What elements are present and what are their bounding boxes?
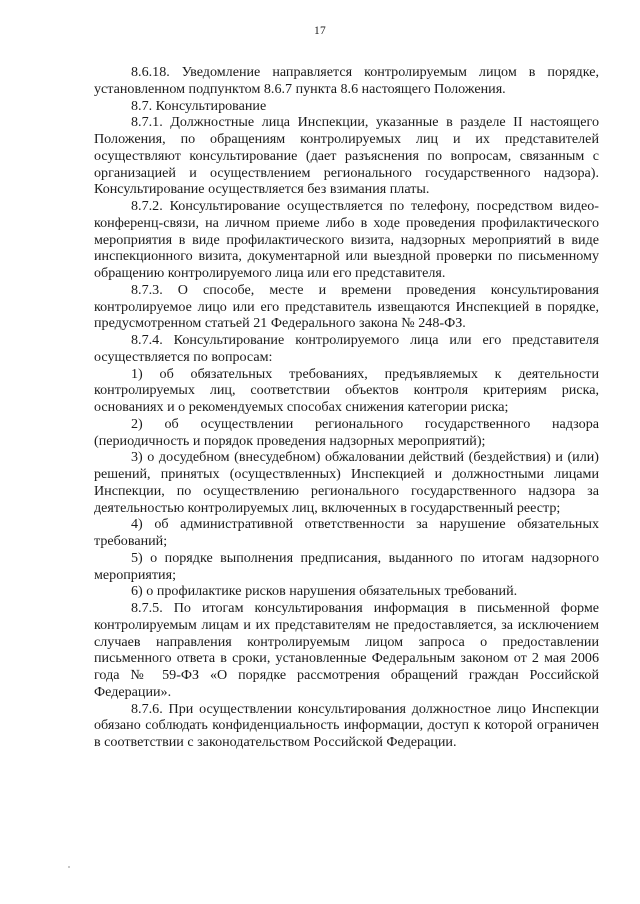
section-heading-8-7: 8.7. Консультирование — [131, 97, 267, 114]
scan-artifact — [68, 866, 70, 868]
page-number: 17 — [313, 25, 327, 37]
paragraph-8-7-1: 8.7.1. Должностные лица Инспекции, указанные в разделе II настоящего Положения, по обращениям контролируемых лиц и их представителей осуществляют консультирование (дает разъяснения по вопросам, связанным с организацией и осуществлением регионального государственного надзора). Консультирование осуществляется без взимания платы. — [94, 114, 599, 198]
paragraph-8-7-6: 8.7.6. При осуществлении консультирования должностное лицо Инспекции обязано соблюдать конфиденциальность информации, доступ к которой ограничен в соответствии с законодательством Российской Федерации. — [94, 700, 599, 750]
list-item-3: 3) о досудебном (внесудебном) обжаловании действий (бездействия) и (или) решений, принятых (осуществленных) Инспекцией и должностными лицами Инспекции, по осуществлению регионального государственного надзора за деятельностью контролируемых лиц, включенных в государственный реестр; — [94, 449, 599, 516]
list-item-1: 1) об обязательных требованиях, предъявляемых к деятельности контролируемых лиц, соответствии объектов контроля критериям риска, основаниях и о рекомендуемых способах снижения категории риска; — [94, 365, 599, 415]
list-item-6: 6) о профилактике рисков нарушения обязательных требований. — [131, 583, 518, 600]
list-item-2: 2) об осуществлении регионального государственного надзора (периодичность и порядок проведения надзорных мероприятий); — [94, 415, 599, 449]
paragraph-8-7-2: 8.7.2. Консультирование осуществляется по телефону, посредством видео-конференц-связи, на личном приеме либо в ходе проведения профилактического мероприятия в виде профилактического визита, надзорных мероприятий в виде инспекционного визита, документарной или выездной проверки по письменному обращению контролируемого лица или его представителя. — [94, 198, 599, 281]
list-item-4: 4) об административной ответственности за нарушение обязательных требований; — [94, 516, 599, 549]
paragraph-8-7-5: 8.7.5. По итогам консультирования информация в письменной форме контролируемым лицам и их представителям не предоставляется, за исключением случаев направления контролируемым лицом запроса о предоставлении письменного ответа в сроки, установленные Федеральным законом от 2 мая 2006 года № 59-ФЗ «О порядке рассмотрения обращений граждан Российской Федерации». — [94, 600, 599, 700]
list-item-5: 5) о порядке выполнения предписания, выданного по итогам надзорного мероприятия; — [94, 549, 599, 583]
paragraph-8-7-3: 8.7.3. О способе, месте и времени проведения консультирования контролируемое лицо или его представитель извещаются Инспекцией в порядке, предусмотренном статьей 21 Федерального закона № 248-ФЗ. — [94, 281, 599, 332]
paragraph-8-6-18: 8.6.18. Уведомление направляется контролируемым лицом в порядке, установленном подпунктом 8.6.7 пункта 8.6 настоящего Положения. — [94, 64, 599, 97]
document-body — [94, 64, 599, 751]
paragraph-8-7-4: 8.7.4. Консультирование контролируемого лица или его представителя осуществляется по вопросам: — [94, 332, 599, 365]
